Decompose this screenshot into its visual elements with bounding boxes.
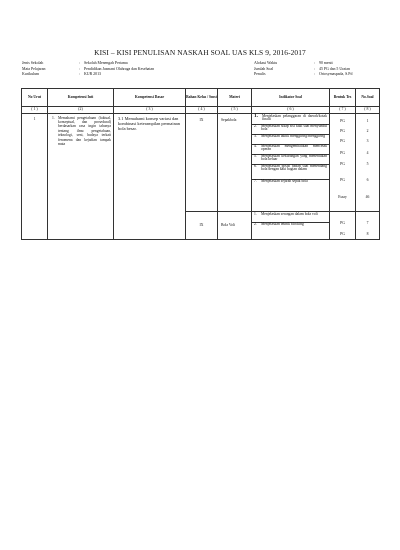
- bentuk-value: PG: [340, 177, 345, 182]
- meta-label: Penulis: [254, 72, 266, 77]
- indicator-item: 2. Menjelaskan teknik blocking: [254, 221, 304, 226]
- header-materi: Materi: [218, 89, 252, 107]
- meta-label: Jumlah Soal: [254, 66, 274, 71]
- soal-number: 46: [365, 194, 370, 199]
- bentuk-value: PG: [340, 161, 345, 166]
- meta-value: 45 PG dan 5 Uraian: [319, 66, 350, 71]
- bentuk-value: PG: [340, 231, 345, 236]
- soal-number: 8: [366, 231, 369, 236]
- indicator-item: 2. Menjelaskan sikap sisi kaki saat menyundul bola: [254, 123, 327, 132]
- header-indikator: Indikator Soal: [252, 89, 330, 107]
- kelas-cell: IX: [186, 113, 218, 211]
- meta-value: 90 menit: [319, 61, 333, 65]
- header-kompetensi-inti: Kompetensi Inti: [48, 89, 114, 107]
- bentuk-value: Essay: [338, 194, 347, 199]
- bentuk-value: PG: [340, 128, 345, 133]
- item-text: Memahami pengetahuan (faktual, konseptual, dan prosedural) berdasarkan rasa ingin tahunya tentang ilmu pengetahuan, teknologi, seni, budaya terkait fenomena dan kejadian tampak mata: [58, 115, 111, 146]
- indicator-item: 1. Menjelaskan pelanggaran di daerah/kotak finalti: [254, 112, 327, 122]
- indikator-cell: [252, 211, 330, 239]
- column-number: ( 4 ): [186, 107, 218, 114]
- kelas-cell: IX: [186, 211, 218, 239]
- meta-left: [22, 61, 154, 78]
- indicator-item: 4. Menjelaskan mengembalikan mencetak operan: [254, 143, 327, 152]
- soal-number: 2: [366, 128, 369, 133]
- indicator-item: 1. Menjelaskan serangan dalam bola voli: [254, 211, 318, 216]
- row-number: 1: [22, 113, 48, 239]
- meta-label: Jenis Sekolah: [22, 61, 44, 65]
- soal-number: 3: [366, 138, 369, 143]
- column-number: ( 7 ): [330, 107, 356, 114]
- meta-label: Mata Pelajaran: [22, 66, 46, 71]
- column-number: (2): [48, 107, 114, 114]
- meta-right: [254, 61, 352, 78]
- meta-label: Kurikulum: [22, 72, 40, 77]
- header-kelas: Bahan Kelas / Smst: [186, 89, 218, 107]
- header-row: [22, 89, 380, 107]
- indicator-item: 7. Menjelaskan sejarah sepak bola: [254, 178, 308, 183]
- indicator-item: 5. Menjelaskan kekurangan yang menentukan bola keluar: [254, 153, 327, 162]
- indicator-item: 3. Menjelaskan taktik menggiring/menggiring: [254, 133, 326, 138]
- header-kompetensi-dasar: Kompetensi Dasar: [114, 89, 186, 107]
- kompetensi-inti-cell: [48, 113, 114, 239]
- bentuk-tes-cell: [330, 113, 356, 211]
- bentuk-tes-cell: [330, 211, 356, 239]
- indikator-cell: [252, 113, 330, 211]
- meta-row: Mata Pelajaran : Pendidikan Jasmani Olahraga dan Kesehatan: [22, 66, 155, 71]
- list-item: [52, 116, 111, 147]
- no-soal-cell: [356, 113, 380, 211]
- kompetensi-dasar-cell: 3.1 Memahami konsep variasi dan kombinasi keterampilan permainan bola besar.: [114, 113, 186, 239]
- meta-row: Jumlah Soal : 45 PG dan 5 Uraian: [254, 66, 350, 71]
- materi-cell: Sepakbola: [218, 113, 252, 211]
- meta-value: KUR 2013: [84, 72, 101, 77]
- bentuk-value: PG: [340, 118, 345, 123]
- column-number: ( 5 ): [218, 107, 252, 114]
- table-row: [22, 113, 380, 211]
- meta-row: Penulis : Ortosymaspada, S.Pd: [254, 72, 353, 77]
- meta-value: Pendidikan Jasmani Olahraga dan Kesehatan: [84, 66, 155, 71]
- soal-number: 6: [366, 177, 369, 182]
- meta-row: Alokasi Waktu : 90 menit: [254, 61, 333, 65]
- header-bentuk-tes: Bentuk Tes: [330, 89, 356, 107]
- bentuk-value: PG: [340, 138, 345, 143]
- item-number: 1.: [52, 115, 55, 120]
- meta-row: Jenis Sekolah : Sekolah Menengah Pertama: [22, 61, 128, 65]
- soal-number: 7: [366, 220, 369, 225]
- indicator-item: 6. Menjelaskan posisi badan saat menendang bola dengan kaki bagian dalam: [254, 163, 327, 172]
- soal-number: 5: [366, 161, 369, 166]
- meta-label: Alokasi Waktu: [254, 61, 278, 65]
- header-no: No Urut: [22, 89, 48, 107]
- column-number: ( 8 ): [356, 107, 380, 114]
- column-number: ( 3 ): [114, 107, 186, 114]
- document-title: KISI – KISI PENULISAN NASKAH SOAL UAS KLS 9, 2016-2017: [94, 48, 306, 57]
- meta-value: Ortosymaspada, S.Pd: [319, 72, 353, 77]
- meta-row: Kurikulum : KUR 2013: [22, 72, 101, 77]
- soal-number: 4: [366, 150, 369, 155]
- meta-value: Sekolah Menengah Pertama: [84, 61, 128, 65]
- no-soal-cell: [356, 211, 380, 239]
- bentuk-value: PG: [340, 150, 345, 155]
- soal-number: 1: [366, 118, 369, 123]
- kisi-kisi-table: [21, 88, 380, 240]
- column-number: ( 1 ): [22, 107, 48, 114]
- bentuk-value: PG: [340, 220, 345, 225]
- column-number: ( 6 ): [252, 107, 330, 114]
- materi-cell: Bola Voli: [218, 211, 252, 239]
- header-no-soal: No.Soal: [356, 89, 380, 107]
